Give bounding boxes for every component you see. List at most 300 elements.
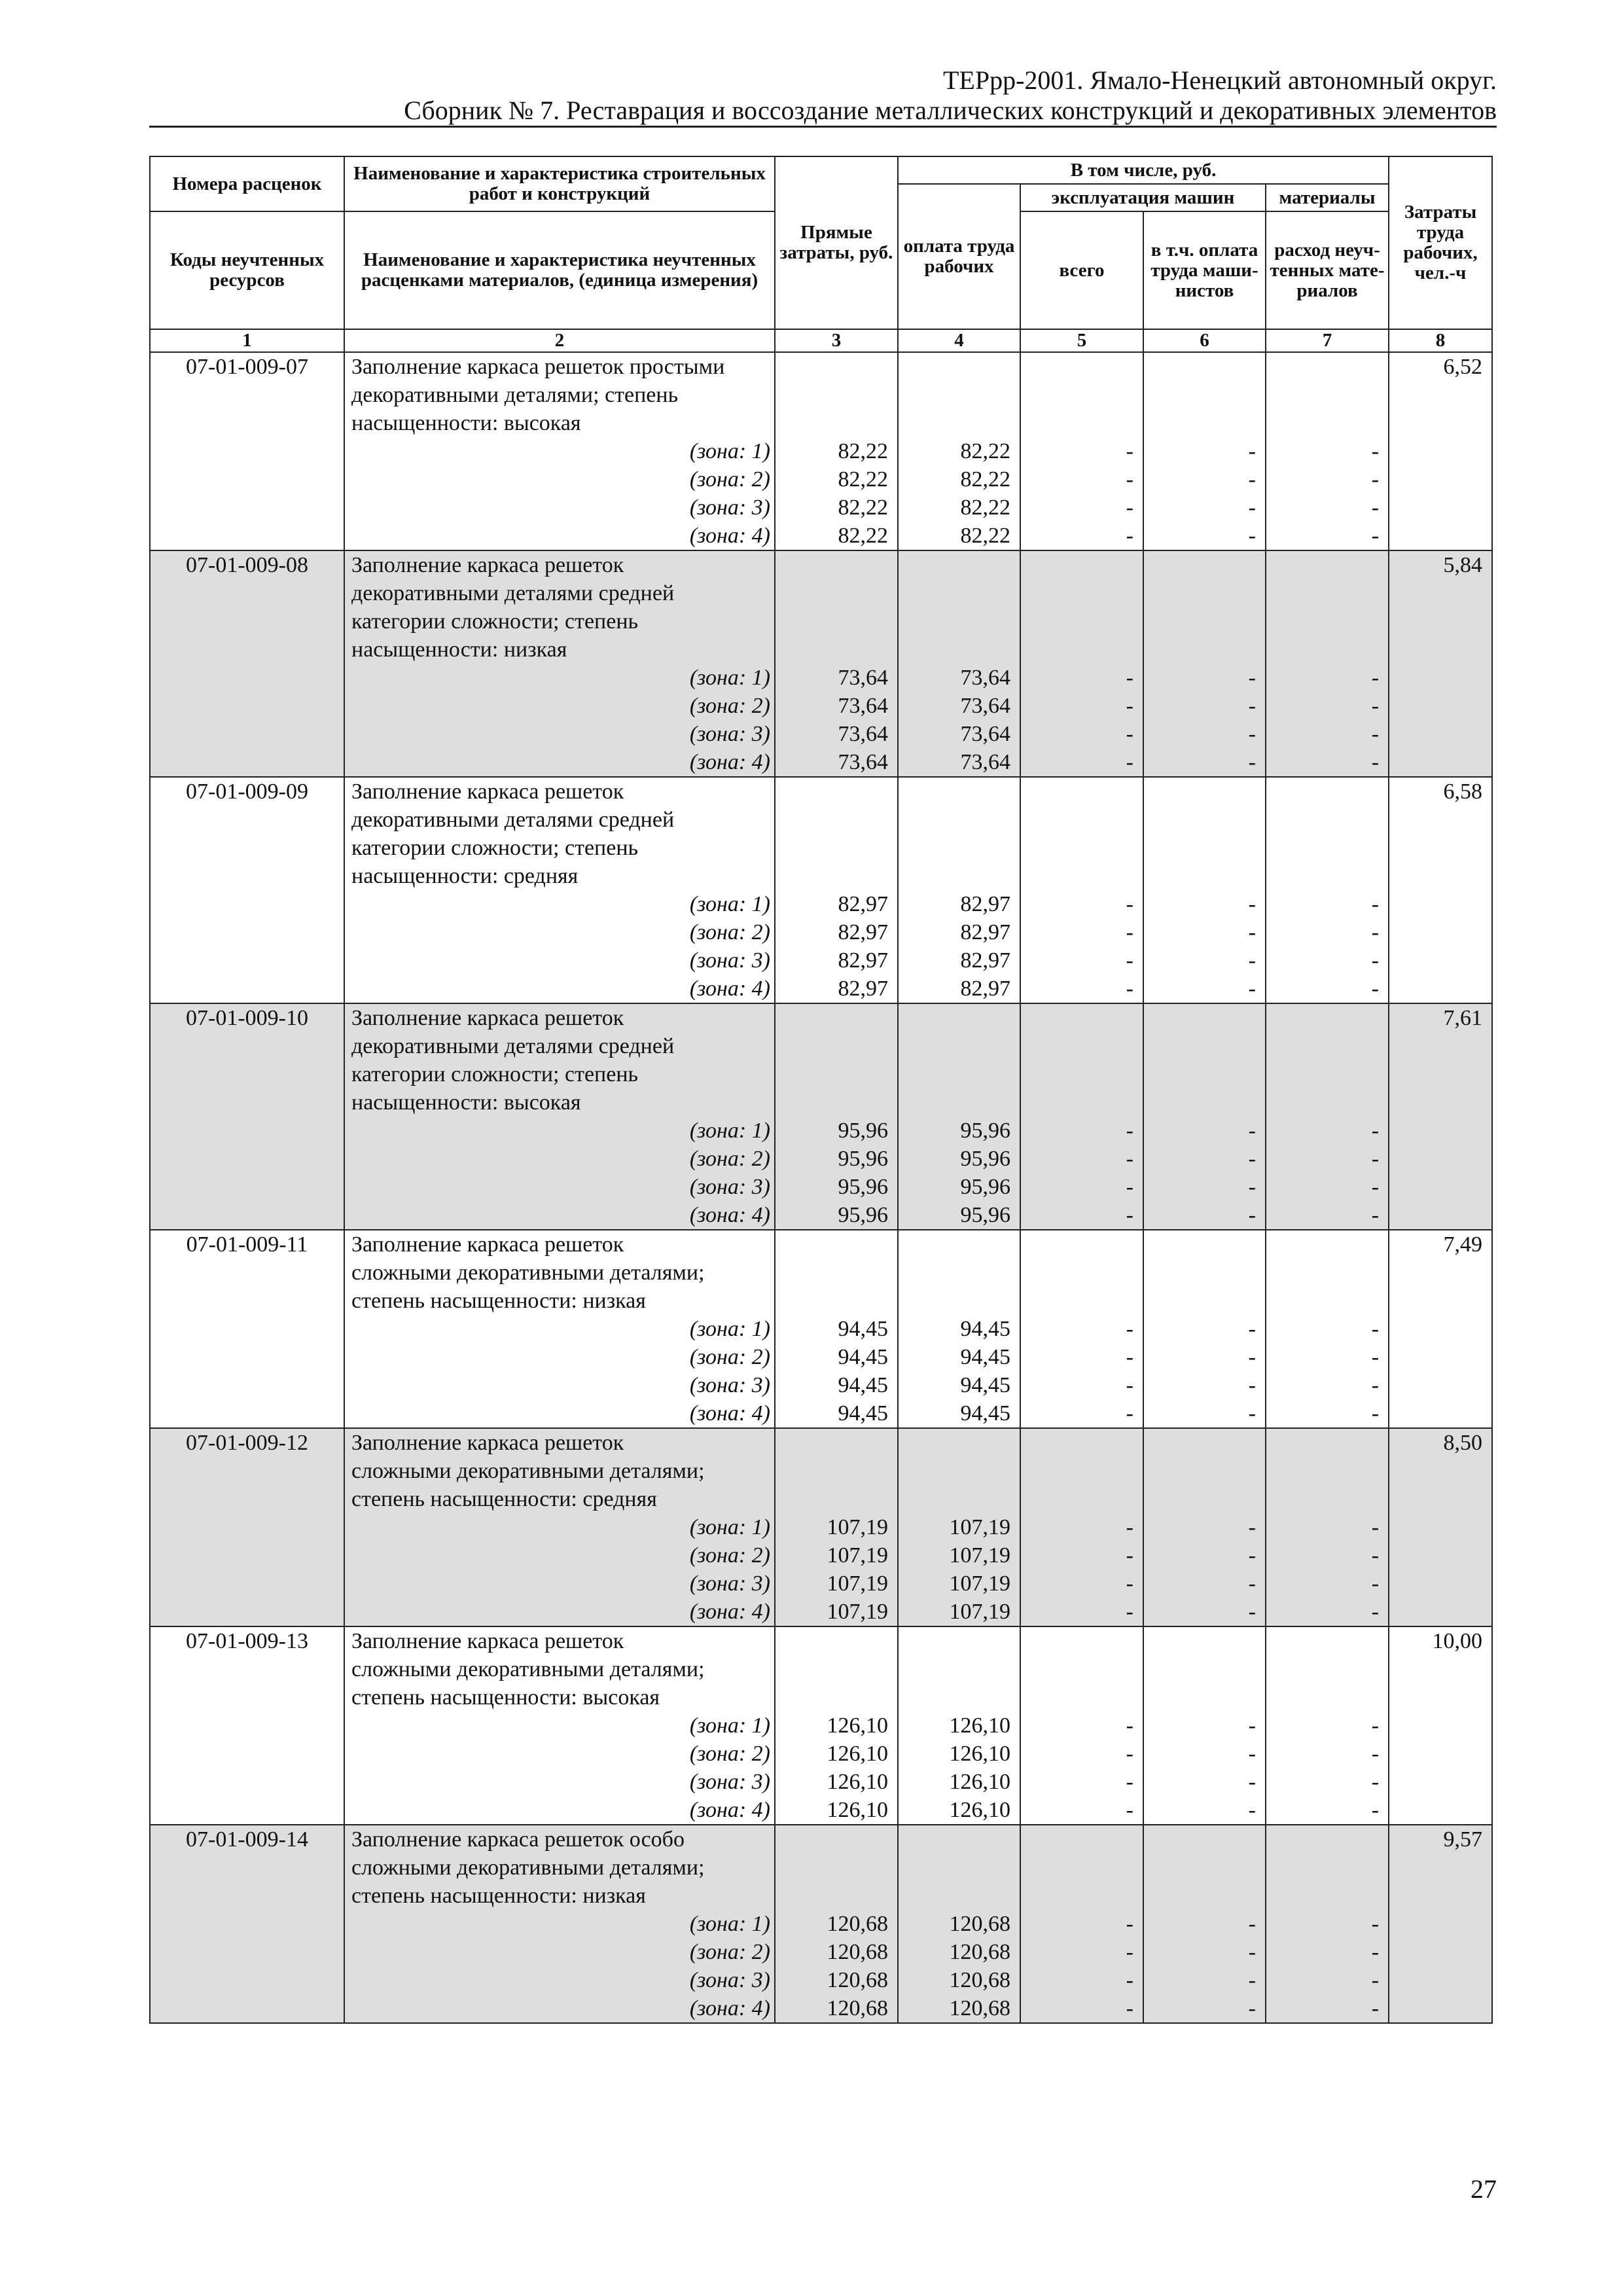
rate-code-cell [150,1003,344,1230]
spacer [1021,1060,1133,1088]
spacer [899,551,1010,579]
machines-total-value: - [1126,524,1133,548]
spacer [899,1088,1010,1117]
spacer [1266,806,1379,834]
labor-pay-value: 107,19 [949,1543,1010,1568]
spacer [1266,579,1379,607]
spacer [899,1259,1010,1287]
labor-pay-value-cell [898,1230,1020,1428]
rate-code: 07-01-009-07 [186,355,308,379]
spacer [899,1655,1010,1683]
direct-cost-value-cell [775,777,898,1003]
labor-hours-value: 10,00 [1432,1629,1483,1653]
machinist-pay-value: - [1248,1373,1256,1397]
spacer [1144,1655,1256,1683]
spacer [899,1683,1010,1712]
labor-hours-cell [1389,777,1492,1003]
materials-value: - [1371,1968,1380,1992]
labor-pay-value: 94,45 [960,1317,1010,1341]
labor-pay-value: 120,68 [949,1940,1010,1964]
spacer [1266,1882,1379,1910]
spacer [1144,381,1256,409]
direct-cost-value: 82,22 [838,439,888,463]
spacer [1144,409,1256,437]
spacer [776,1230,888,1259]
spacer [899,579,1010,607]
spacer [1021,1457,1133,1485]
rate-name-line: Заполнение каркаса решеток простыми [351,355,725,379]
spacer [1144,1088,1256,1117]
rate-name-line: Заполнение каркаса решеток [351,780,624,804]
rate-name-cell [344,1626,775,1825]
labor-hours-cell [1389,352,1492,550]
spacer [1144,1230,1256,1259]
direct-cost-value-cell [775,1230,898,1428]
zone-label: (зона: 1) [689,1713,770,1738]
spacer [899,409,1010,437]
rate-name-line: сложными декоративными деталями; [351,1856,705,1880]
rate-name-line: декоративными деталями средней [351,581,675,605]
zone-label: (зона: 4) [689,1203,770,1227]
machines-total-value-cell [1020,777,1143,1003]
machines-total-value: - [1126,1175,1133,1199]
materials-value: - [1371,439,1380,463]
spacer [1021,409,1133,437]
spacer [1144,1287,1256,1315]
direct-cost-value-cell [775,1626,898,1825]
machines-total-value-cell [1020,1230,1143,1428]
machinist-pay-value: - [1248,750,1256,774]
spacer [899,1060,1010,1088]
header-machines-group: эксплуатация машин [1020,184,1266,211]
materials-value-cell [1266,550,1389,777]
machinist-pay-value: - [1248,1543,1256,1568]
machinist-pay-value: - [1248,1600,1256,1624]
zone-label: (зона: 4) [689,977,770,1001]
spacer [1266,607,1379,636]
labor-pay-value: 95,96 [960,1203,1010,1227]
rate-code-cell [150,352,344,550]
labor-pay-value: 95,96 [960,1119,1010,1143]
table-row [150,1230,1492,1428]
header-work-name: Наименование и характеристика строительных работ и конструкций [344,156,775,211]
labor-hours-value: 6,52 [1443,355,1483,379]
machinist-pay-value: - [1248,1401,1256,1426]
spacer [1144,579,1256,607]
direct-cost-value: 73,64 [838,722,888,746]
rate-code: 07-01-009-09 [186,780,308,804]
zone-label: (зона: 4) [689,1996,770,2020]
machines-total-value: - [1126,1968,1133,1992]
labor-hours-value: 5,84 [1443,553,1483,577]
labor-pay-value: 95,96 [960,1147,1010,1171]
table-row [150,1003,1492,1230]
direct-cost-value: 82,22 [838,467,888,492]
column-number: 5 [1020,329,1143,352]
spacer [1144,1032,1256,1060]
spacer [1021,1854,1133,1882]
spacer [776,1032,888,1060]
rate-name-line: сложными декоративными деталями; [351,1657,705,1681]
materials-value: - [1371,1175,1380,1199]
direct-cost-value: 126,10 [827,1770,888,1794]
machines-total-value: - [1126,1203,1133,1227]
spacer [1021,1825,1133,1854]
machines-total-value-cell [1020,1428,1143,1626]
machines-total-value: - [1126,1373,1133,1397]
labor-pay-value: 82,22 [960,439,1010,463]
direct-cost-value: 126,10 [827,1713,888,1738]
zone-label: (зона: 3) [689,1571,770,1596]
machines-total-value: - [1126,1798,1133,1822]
spacer [1021,381,1133,409]
materials-value-cell [1266,1626,1389,1825]
machines-total-value: - [1126,1770,1133,1794]
materials-value: - [1371,1742,1380,1766]
machines-total-value: - [1126,1543,1133,1568]
machines-total-value: - [1126,722,1133,746]
direct-cost-value: 94,45 [838,1317,888,1341]
materials-value: - [1371,1940,1380,1964]
rate-name-line: декоративными деталями; степень [351,383,679,407]
spacer [1266,1655,1379,1683]
labor-pay-value: 82,97 [960,892,1010,916]
spacer [776,636,888,664]
spacer [1144,1259,1256,1287]
labor-pay-value: 73,64 [960,666,1010,690]
zone-label: (зона: 3) [689,722,770,746]
column-number: 4 [898,329,1020,352]
direct-cost-value: 120,68 [827,1968,888,1992]
machinist-pay-value: - [1248,1968,1256,1992]
spacer [899,1004,1010,1032]
labor-hours-value: 7,49 [1443,1232,1483,1257]
page-number: 27 [1471,2174,1497,2204]
rate-name-line: сложными декоративными деталями; [351,1261,705,1285]
spacer [899,778,1010,806]
header-materials-group: материалы [1266,184,1389,211]
machines-total-value: - [1126,694,1133,718]
spacer [899,1287,1010,1315]
materials-value-cell [1266,1230,1389,1428]
spacer [1144,1882,1256,1910]
spacer [1266,1854,1379,1882]
direct-cost-value: 82,97 [838,948,888,973]
spacer [1021,1485,1133,1513]
labor-pay-value: 73,64 [960,722,1010,746]
machinist-pay-value-cell [1143,550,1266,777]
zone-label: (зона: 1) [689,1317,770,1341]
labor-hours-cell [1389,1825,1492,2023]
direct-cost-value: 94,45 [838,1401,888,1426]
materials-value: - [1371,1571,1380,1596]
machinist-pay-value: - [1248,920,1256,944]
spacer [1144,862,1256,890]
labor-pay-value-cell [898,352,1020,550]
spacer [1021,1287,1133,1315]
materials-value: - [1371,1770,1380,1794]
spacer [776,1004,888,1032]
machinist-pay-value: - [1248,1345,1256,1369]
spacer [1021,834,1133,862]
spacer [1266,1230,1379,1259]
spacer [1021,1882,1133,1910]
materials-value: - [1371,722,1380,746]
spacer [1266,1088,1379,1117]
machinist-pay-value: - [1248,1571,1256,1596]
direct-cost-value: 82,22 [838,495,888,520]
direct-cost-value: 95,96 [838,1147,888,1171]
spacer [776,1655,888,1683]
materials-value: - [1371,1713,1380,1738]
machines-total-value: - [1126,977,1133,1001]
labor-pay-value: 126,10 [949,1713,1010,1738]
header-labor-pay: оплата труда рабочих [898,184,1020,329]
direct-cost-value-cell [775,550,898,777]
labor-pay-value: 126,10 [949,1742,1010,1766]
rate-name-line: Заполнение каркаса решеток особо [351,1827,685,1852]
rate-name-line: сложными декоративными деталями; [351,1459,705,1483]
spacer [776,1854,888,1882]
zone-label: (зона: 3) [689,948,770,973]
materials-value: - [1371,1912,1380,1936]
spacer [899,1825,1010,1854]
spacer [1266,381,1379,409]
labor-pay-value: 94,45 [960,1401,1010,1426]
labor-pay-value: 126,10 [949,1770,1010,1794]
machinist-pay-value: - [1248,524,1256,548]
spacer [1021,862,1133,890]
direct-cost-value: 107,19 [827,1543,888,1568]
materials-value: - [1371,977,1380,1001]
labor-pay-value: 82,22 [960,524,1010,548]
machines-total-value-cell [1020,1003,1143,1230]
spacer [1144,834,1256,862]
rate-name-line: Заполнение каркаса решеток [351,1232,624,1257]
materials-value: - [1371,495,1380,520]
machines-total-value: - [1126,1940,1133,1964]
spacer [899,1854,1010,1882]
spacer [1144,778,1256,806]
column-number: 3 [775,329,898,352]
direct-cost-value: 107,19 [827,1571,888,1596]
machines-total-value-cell [1020,1825,1143,2023]
machines-total-value: - [1126,1147,1133,1171]
spacer [899,1230,1010,1259]
machinist-pay-value-cell [1143,1230,1266,1428]
spacer [1266,636,1379,664]
rate-code: 07-01-009-12 [186,1431,308,1455]
machines-total-value: - [1126,1345,1133,1369]
spacer [899,834,1010,862]
spacer [899,1457,1010,1485]
rate-code-cell [150,1428,344,1626]
rate-code: 07-01-009-13 [186,1629,308,1653]
spacer [899,1032,1010,1060]
spacer [1144,636,1256,664]
document-title: ТЕРрр-2001. Ямало-Ненецкий автономный округ. [942,65,1497,95]
direct-cost-value: 82,97 [838,892,888,916]
direct-cost-value: 82,22 [838,524,888,548]
machinist-pay-value: - [1248,1119,1256,1143]
spacer [1266,1683,1379,1712]
machinist-pay-value: - [1248,1713,1256,1738]
machinist-pay-value-cell [1143,352,1266,550]
rate-name-line: насыщенности: высокая [351,411,581,435]
spacer [776,1457,888,1485]
rate-name-line: степень насыщенности: низкая [351,1884,646,1908]
machinist-pay-value: - [1248,1798,1256,1822]
materials-value: - [1371,1798,1380,1822]
materials-value: - [1371,694,1380,718]
labor-pay-value: 82,22 [960,467,1010,492]
spacer [899,381,1010,409]
materials-value: - [1371,524,1380,548]
direct-cost-value: 94,45 [838,1373,888,1397]
labor-pay-value: 82,97 [960,920,1010,944]
machines-total-value-cell [1020,352,1143,550]
zone-label: (зона: 4) [689,524,770,548]
zone-label: (зона: 1) [689,666,770,690]
labor-pay-value: 107,19 [949,1515,1010,1539]
spacer [1266,353,1379,381]
zone-label: (зона: 3) [689,1373,770,1397]
zone-label: (зона: 3) [689,1968,770,1992]
labor-pay-value: 82,22 [960,495,1010,520]
spacer [899,1627,1010,1655]
machines-total-value: - [1126,495,1133,520]
spacer [776,579,888,607]
zone-label: (зона: 1) [689,1119,770,1143]
spacer [1021,579,1133,607]
labor-hours-value: 8,50 [1443,1431,1483,1455]
materials-value: - [1371,1515,1380,1539]
machines-total-value: - [1126,439,1133,463]
zone-label: (зона: 1) [689,439,770,463]
machinist-pay-value: - [1248,1147,1256,1171]
labor-pay-value-cell [898,1626,1020,1825]
rate-name-cell [344,352,775,550]
header-including-group: В том числе, руб. [898,156,1389,184]
machines-total-value: - [1126,666,1133,690]
rate-name-line: Заполнение каркаса решеток [351,1629,624,1653]
machines-total-value: - [1126,920,1133,944]
direct-cost-value: 73,64 [838,750,888,774]
spacer [1144,1060,1256,1088]
spacer [776,1627,888,1655]
labor-hours-cell [1389,1428,1492,1626]
labor-pay-value-cell [898,550,1020,777]
labor-pay-value-cell [898,777,1020,1003]
machines-total-value: - [1126,750,1133,774]
machinist-pay-value: - [1248,666,1256,690]
machinist-pay-value: - [1248,977,1256,1001]
column-number: 1 [150,329,344,352]
labor-pay-value: 95,96 [960,1175,1010,1199]
spacer [899,1485,1010,1513]
direct-cost-value: 120,68 [827,1912,888,1936]
spacer [1021,353,1133,381]
header-machines-total: всего [1020,211,1143,329]
zone-label: (зона: 2) [689,1147,770,1171]
spacer [1144,1429,1256,1457]
direct-cost-value: 126,10 [827,1798,888,1822]
machines-total-value: - [1126,948,1133,973]
materials-value: - [1371,1119,1380,1143]
spacer [1144,806,1256,834]
direct-cost-value: 73,64 [838,694,888,718]
labor-pay-value: 82,97 [960,948,1010,973]
spacer [899,1429,1010,1457]
spacer [1021,1032,1133,1060]
spacer [1266,1485,1379,1513]
spacer [776,551,888,579]
spacer [1266,1060,1379,1088]
direct-cost-value: 107,19 [827,1515,888,1539]
materials-value: - [1371,1317,1380,1341]
spacer [1266,1287,1379,1315]
machines-total-value: - [1126,1742,1133,1766]
rate-name-cell [344,1825,775,2023]
materials-value-cell [1266,1003,1389,1230]
machinist-pay-value-cell [1143,777,1266,1003]
machinist-pay-value: - [1248,1912,1256,1936]
machines-total-value: - [1126,1600,1133,1624]
spacer [776,862,888,890]
labor-pay-value-cell [898,1428,1020,1626]
direct-cost-value-cell [775,1003,898,1230]
labor-hours-cell [1389,1626,1492,1825]
labor-hours-value: 7,61 [1443,1006,1483,1030]
machinist-pay-value: - [1248,1996,1256,2020]
header-labor-hours: Затраты труда рабочих, чел.-ч [1389,156,1492,329]
spacer [776,834,888,862]
spacer [1266,1004,1379,1032]
column-number: 8 [1389,329,1492,352]
table-header [150,156,1492,352]
labor-pay-value: 94,45 [960,1345,1010,1369]
labor-hours-cell [1389,1230,1492,1428]
machines-total-value: - [1126,1515,1133,1539]
header-machinist-pay: в т.ч. оплата труда маши-нистов [1143,211,1266,329]
spacer [776,1825,888,1854]
machinist-pay-value: - [1248,439,1256,463]
spacer [1266,409,1379,437]
zone-label: (зона: 2) [689,1940,770,1964]
rate-code: 07-01-009-11 [186,1232,308,1257]
spacer [1144,1627,1256,1655]
machinist-pay-value: - [1248,1770,1256,1794]
spacer [776,806,888,834]
rate-name-line: степень насыщенности: низкая [351,1289,646,1313]
spacer [1021,1683,1133,1712]
rate-name-line: декоративными деталями средней [351,1034,675,1058]
table-row [150,777,1492,1003]
machinist-pay-value-cell [1143,1428,1266,1626]
labor-pay-value: 120,68 [949,1968,1010,1992]
rate-name-line: категории сложности; степень [351,1062,639,1086]
spacer [1266,834,1379,862]
machinist-pay-value-cell [1143,1626,1266,1825]
materials-value: - [1371,1345,1380,1369]
direct-cost-value: 120,68 [827,1996,888,2020]
spacer [1021,551,1133,579]
direct-cost-value: 73,64 [838,666,888,690]
spacer [1266,1259,1379,1287]
direct-cost-value: 95,96 [838,1119,888,1143]
machinist-pay-value: - [1248,722,1256,746]
direct-cost-value: 95,96 [838,1203,888,1227]
